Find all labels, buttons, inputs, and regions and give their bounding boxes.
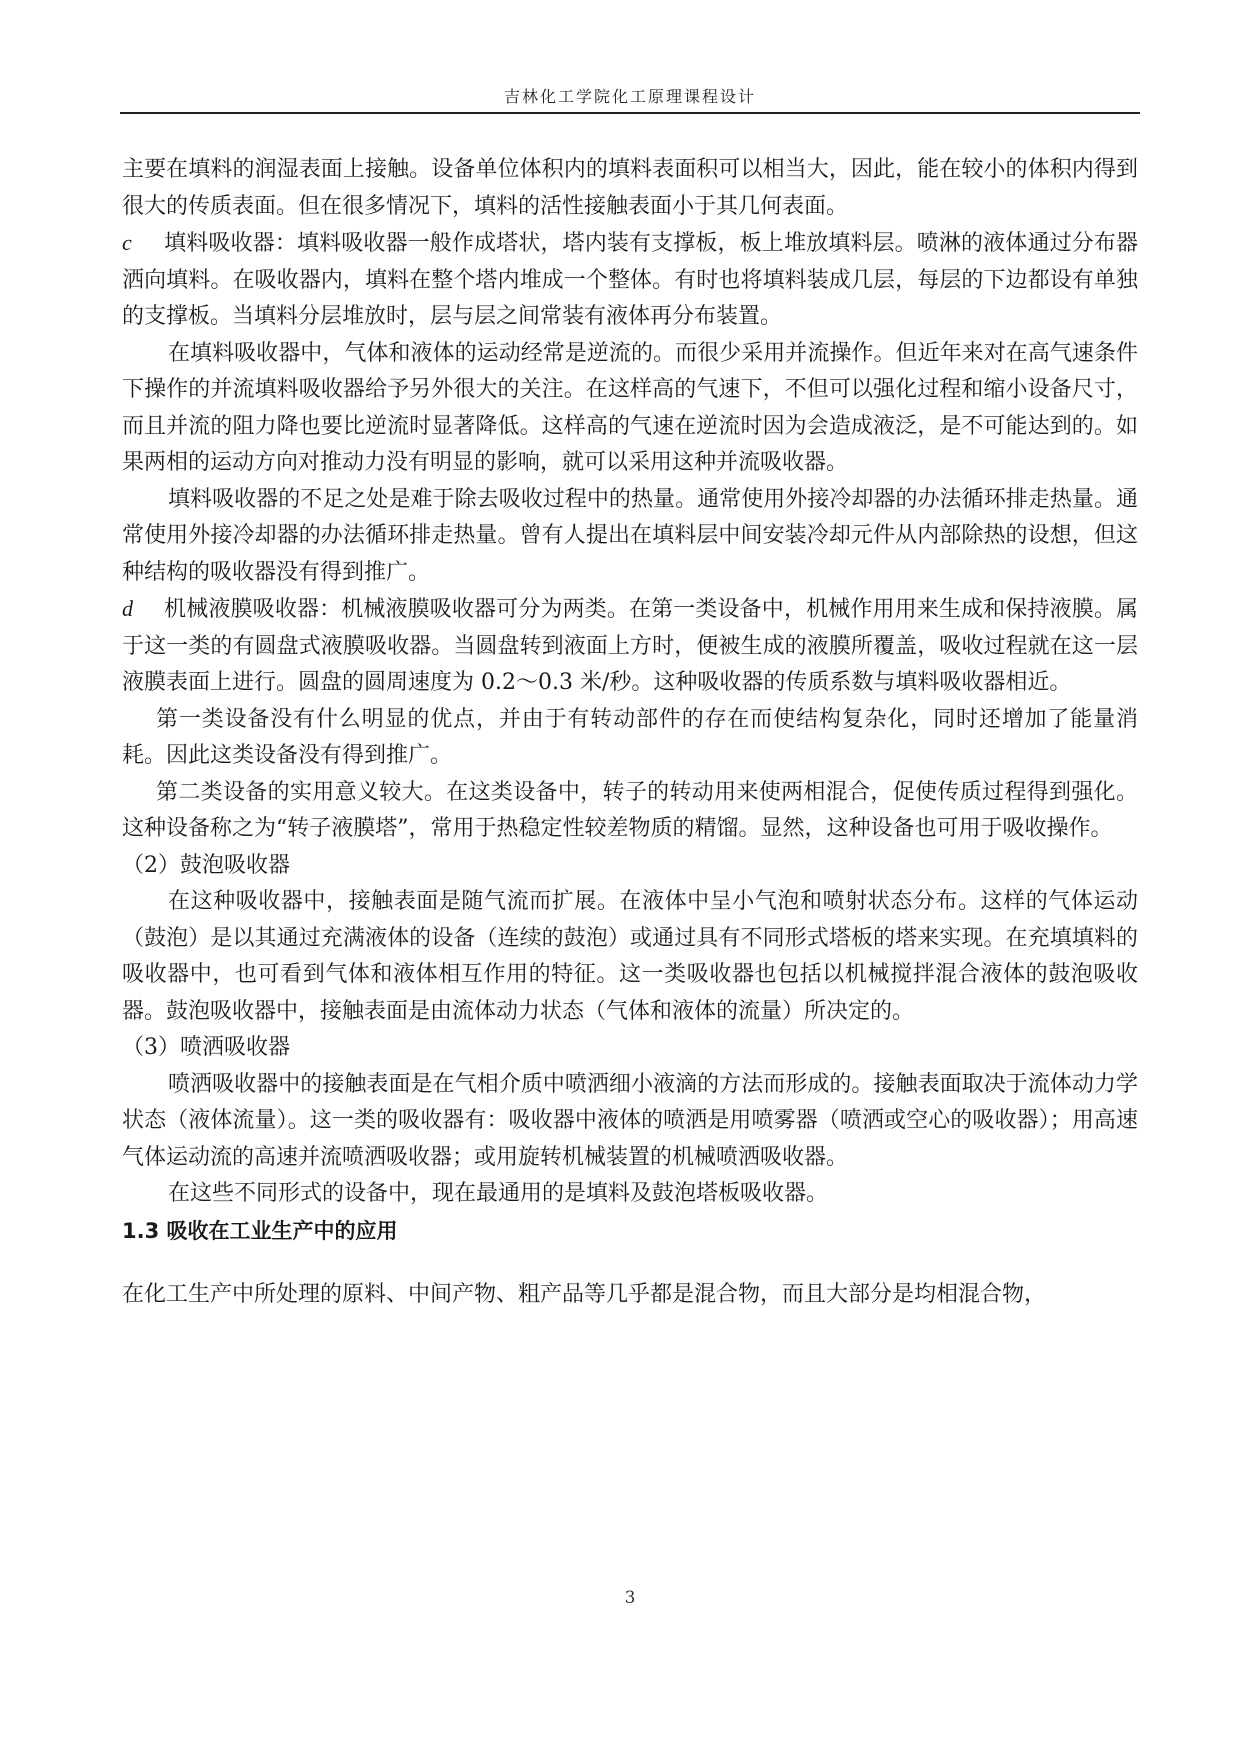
paragraph: 第一类设备没有什么明显的优点，并由于有转动部件的存在而使结构复杂化，同时还增加了能量消耗。因此这类设备没有得到推广。 [122, 706, 1138, 768]
paragraph: 第二类设备的实用意义较大。在这类设备中，转子的转动用来使两相混合，促使传质过程得到强化。这种设备称之为“转子液膜塔”，常用于热稳定性较差物质的精馏。显然，这种设备也可用于吸收操作。 [122, 779, 1138, 841]
page-header: 吉林化工学院化工原理课程设计 [503, 87, 756, 106]
paragraph: 在这些不同形式的设备中，现在最通用的是填料及鼓泡塔板吸收器。 [168, 1181, 829, 1206]
section-title: 1.3 吸收在工业生产中的应用 [122, 1218, 398, 1243]
paragraph: 喷洒吸收器中的接触表面是在气相介质中喷洒细小液滴的方法而形成的。接触表面取决于流体动力学状态（液体流量）。这一类的吸收器有：吸收器中液体的喷洒是用喷雾器（喷洒或空心的吸收器）；用高速气体运动流的高速并流喷洒吸收器；或用旋转机械装置的机械喷洒吸收器。 [122, 1071, 1138, 1170]
document-body [122, 152, 1138, 1313]
subsection-heading: （2）鼓泡吸收器 [122, 852, 290, 878]
subsection-heading: （3）喷洒吸收器 [122, 1035, 290, 1060]
list-marker: d [122, 596, 133, 621]
paragraph: 在化工生产中所处理的原料、中间产物、粗产品等几乎都是混合物，而且大部分是均相混合物， [122, 1281, 1047, 1307]
list-item-text: 填料吸收器：填料吸收器一般作成塔状，塔内装有支撑板，板上堆放填料层。喷淋的液体通过分布器洒向填料。在吸收器内，填料在整个塔内堆成一个整体。有时也将填料装成几层，每层的下边都设有单独的支撑板。当填料分层堆放时，层与层之间常装有液体再分布装置。 [122, 231, 1138, 329]
page-number: 3 [624, 1588, 636, 1608]
paragraph: 主要在填料的润湿表面上接触。设备单位体积内的填料表面积可以相当大，因此，能在较小的体积内得到很大的传质表面。但在很多情况下，填料的活性接触表面小于其几何表面。 [122, 157, 1138, 219]
paragraph: 填料吸收器的不足之处是难于除去吸收过程中的热量。通常使用外接冷却器的办法循环排走热量。通常使用外接冷却器的办法循环排走热量。曾有人提出在填料层中间安装冷却元件从内部除热的设想，但这种结构的吸收器没有得到推广。 [122, 486, 1138, 585]
paragraph: 在这种吸收器中，接触表面是随气流而扩展。在液体中呈小气泡和喷射状态分布。这样的气体运动（鼓泡）是以其通过充满液体的设备（连续的鼓泡）或通过具有不同形式塔板的塔来实现。在充填填料的吸收器中，也可看到气体和液体相互作用的特征。这一类吸收器也包括以机械搅拌混合液体的鼓泡吸收器。鼓泡吸收器中，接触表面是由流体动力状态（气体和液体的流量）所决定的。 [122, 889, 1138, 1024]
header-rule [120, 112, 1140, 114]
list-item-text: 机械液膜吸收器：机械液膜吸收器可分为两类。在第一类设备中，机械作用用来生成和保持液膜。属于这一类的有圆盘式液膜吸收器。当圆盘转到液面上方时，便被生成的液膜所覆盖，吸收过程就在这一层液膜表面上进行。圆盘的圆周速度为 0.2～0.3 米/秒。这种吸收器的传质系数与填料吸收器相近。 [122, 597, 1138, 695]
list-marker: c [122, 230, 132, 255]
list-item-d [122, 591, 1138, 702]
list-item-c [122, 225, 1138, 336]
paragraph: 在填料吸收器中，气体和液体的运动经常是逆流的。而很少采用并流操作。但近年来对在高气速条件下操作的并流填料吸收器给予另外很大的关注。在这样高的气速下，不但可以强化过程和缩小设备尺寸，而且并流的阻力降也要比逆流时显著降低。这样高的气速在逆流时因为会造成液泛，是不可能达到的。如果两相的运动方向对推动力没有明显的影响，就可以采用这种并流吸收器。 [122, 340, 1138, 475]
